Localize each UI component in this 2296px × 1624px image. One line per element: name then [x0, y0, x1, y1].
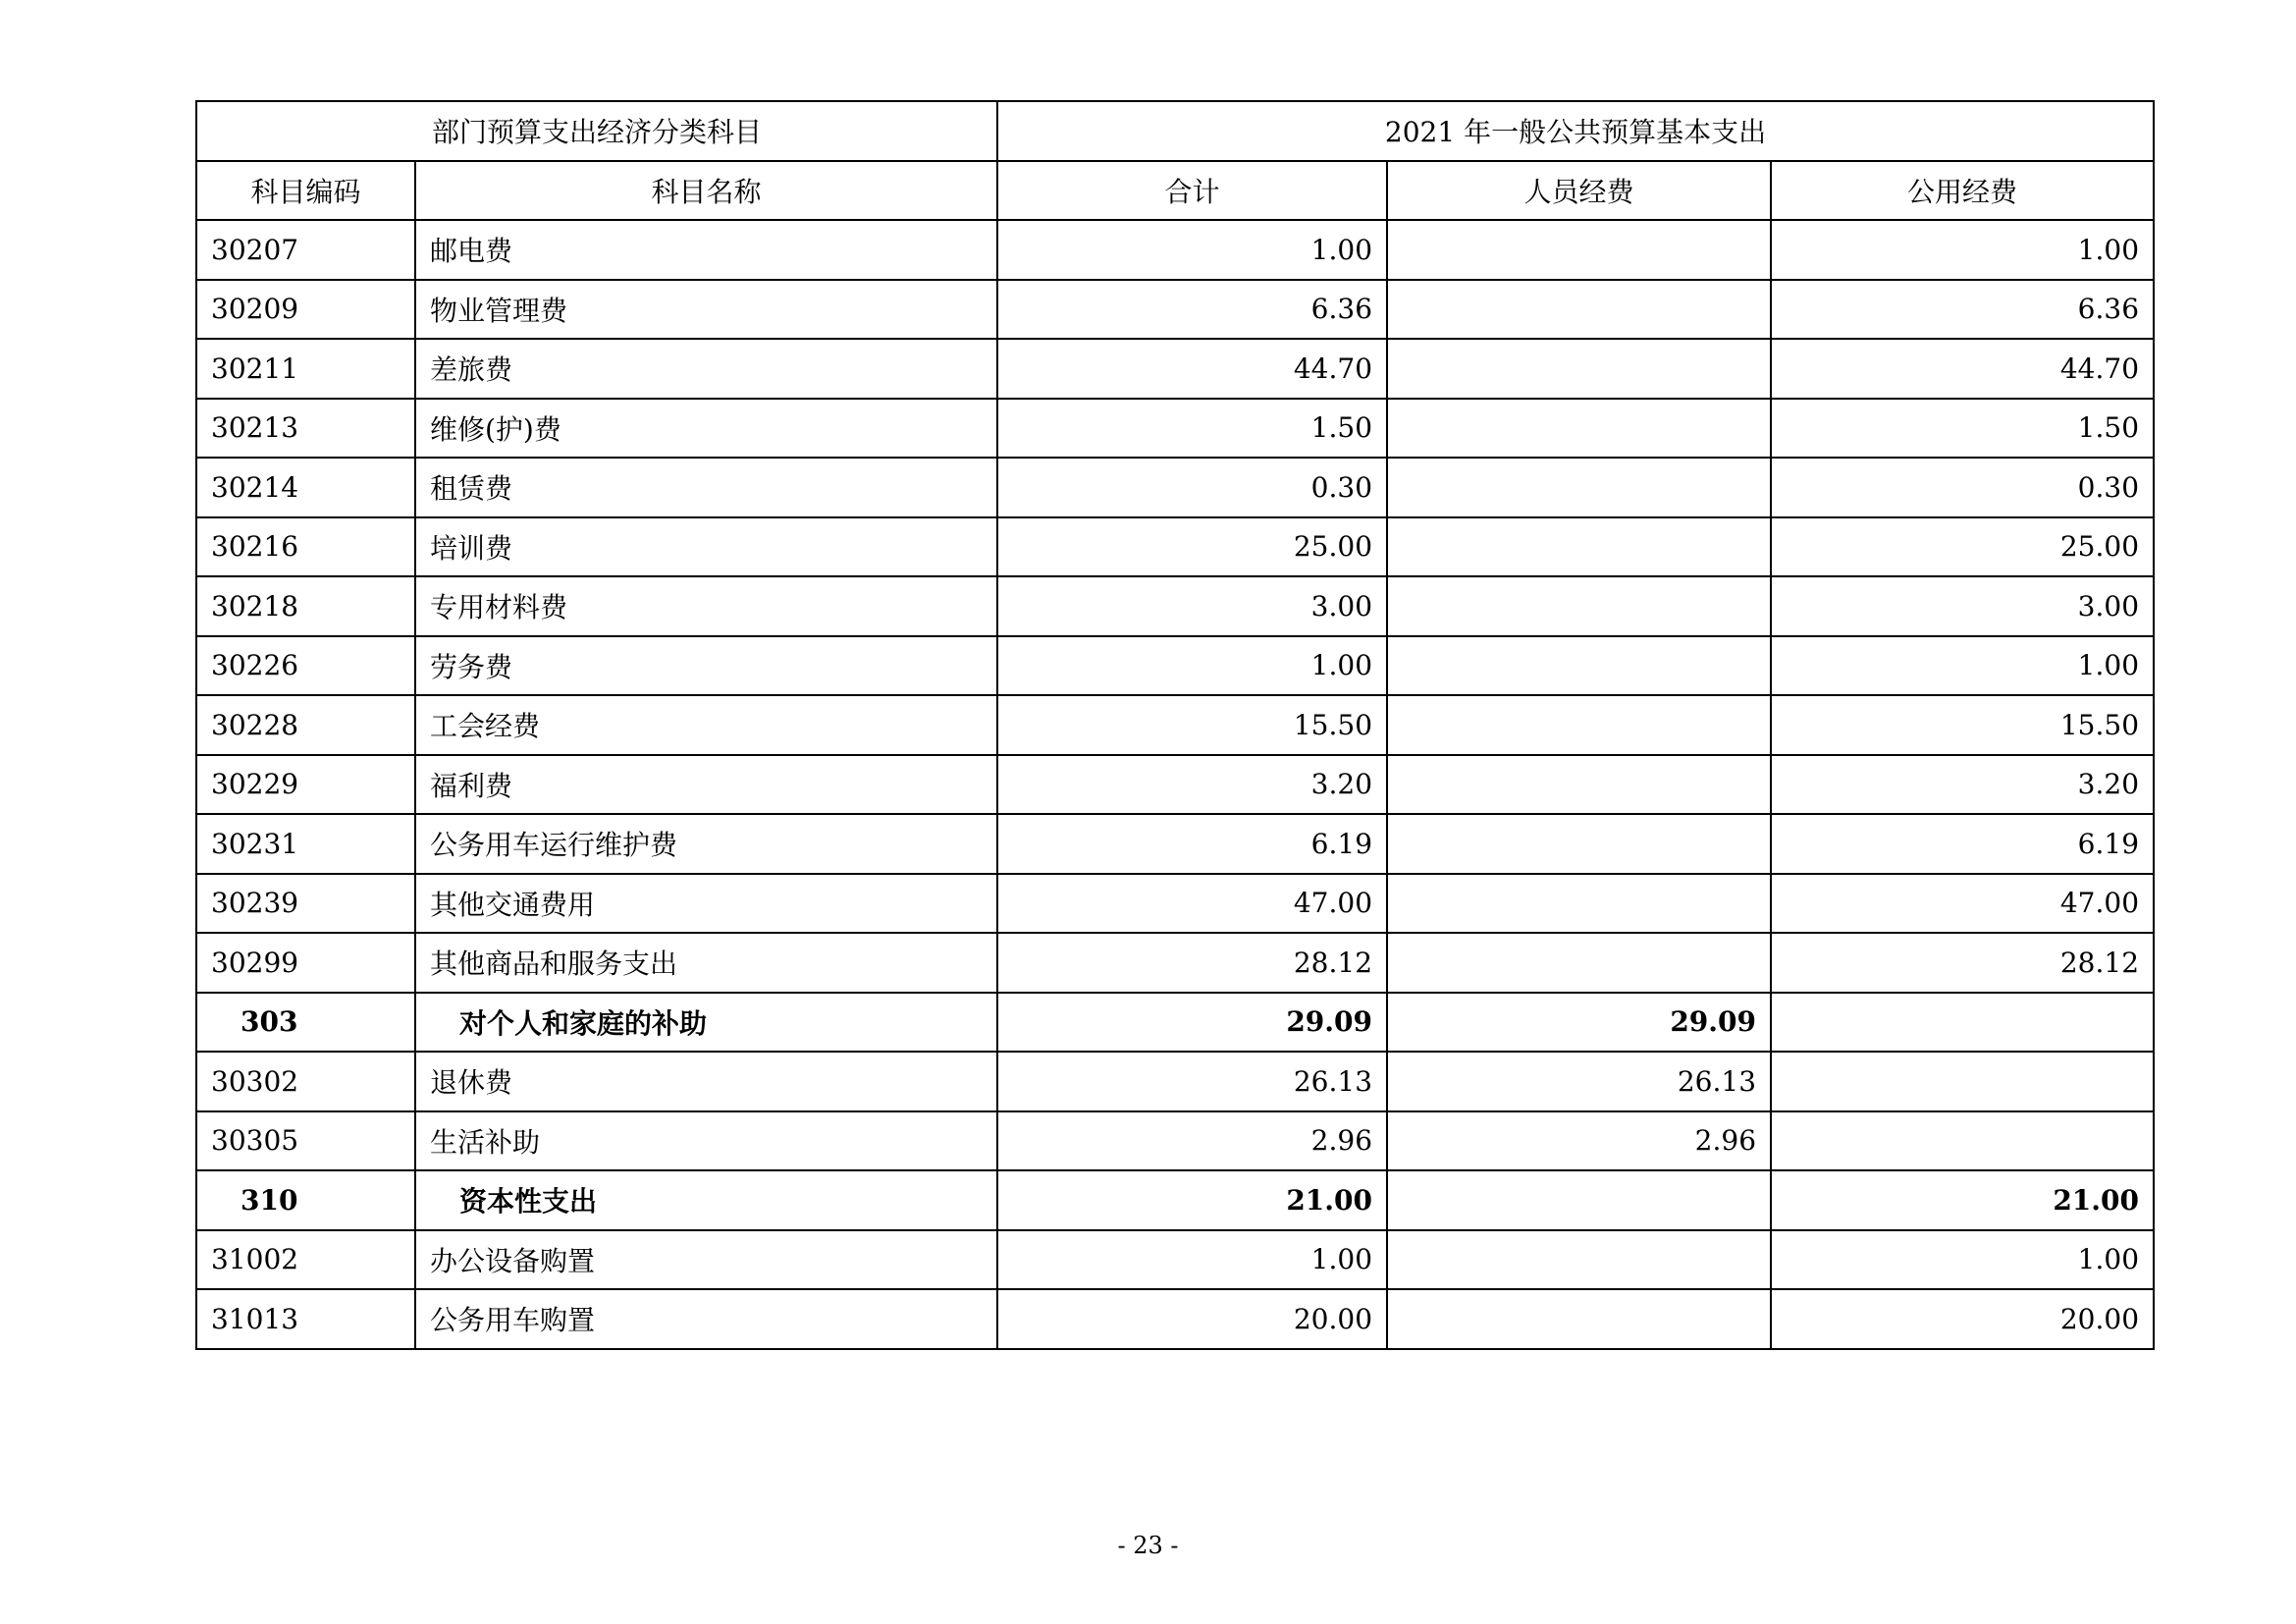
code-cell: 30218 — [196, 576, 415, 636]
personnel-cell — [1387, 339, 1771, 399]
table-row — [196, 814, 2154, 874]
personnel-cell — [1387, 1289, 1771, 1349]
code-cell: 30214 — [196, 458, 415, 517]
total-cell: 47.00 — [997, 874, 1387, 934]
name-cell: 生活补助 — [415, 1111, 997, 1171]
public-cell — [1771, 993, 2154, 1053]
table-row — [196, 636, 2154, 696]
code-cell: 30211 — [196, 339, 415, 399]
public-cell: 6.36 — [1771, 280, 2154, 340]
code-cell: 31002 — [196, 1230, 415, 1290]
code-cell: 30231 — [196, 814, 415, 874]
personnel-cell: 29.09 — [1387, 993, 1771, 1053]
table-row — [196, 339, 2154, 399]
public-cell — [1771, 1052, 2154, 1111]
table-row — [196, 1170, 2154, 1230]
personnel-cell — [1387, 755, 1771, 815]
code-cell: 30239 — [196, 874, 415, 934]
total-cell: 2.96 — [997, 1111, 1387, 1171]
name-cell: 对个人和家庭的补助 — [415, 993, 997, 1053]
table-row — [196, 755, 2154, 815]
total-cell: 0.30 — [997, 458, 1387, 517]
public-cell: 3.20 — [1771, 755, 2154, 815]
personnel-column-header: 人员经费 — [1387, 161, 1771, 221]
total-cell: 20.00 — [997, 1289, 1387, 1349]
personnel-cell — [1387, 280, 1771, 340]
total-cell: 25.00 — [997, 517, 1387, 577]
personnel-cell — [1387, 576, 1771, 636]
public-cell: 15.50 — [1771, 695, 2154, 755]
public-cell: 21.00 — [1771, 1170, 2154, 1230]
personnel-cell — [1387, 695, 1771, 755]
code-cell: 30302 — [196, 1052, 415, 1111]
public-cell: 0.30 — [1771, 458, 2154, 517]
public-cell: 1.00 — [1771, 1230, 2154, 1290]
name-cell: 专用材料费 — [415, 576, 997, 636]
code-cell: 30216 — [196, 517, 415, 577]
code-cell: 30213 — [196, 399, 415, 459]
personnel-cell — [1387, 399, 1771, 459]
name-cell: 其他交通费用 — [415, 874, 997, 934]
name-cell: 公务用车购置 — [415, 1289, 997, 1349]
code-cell: 30226 — [196, 636, 415, 696]
code-cell: 30229 — [196, 755, 415, 815]
public-cell: 6.19 — [1771, 814, 2154, 874]
public-cell: 20.00 — [1771, 1289, 2154, 1349]
table-body — [196, 220, 2154, 1349]
code-cell: 30209 — [196, 280, 415, 340]
personnel-cell: 2.96 — [1387, 1111, 1771, 1171]
public-cell: 44.70 — [1771, 339, 2154, 399]
table-row — [196, 399, 2154, 459]
name-cell: 办公设备购置 — [415, 1230, 997, 1290]
budget-table — [195, 100, 2155, 1350]
total-cell: 6.36 — [997, 280, 1387, 340]
econ-class-header: 部门预算支出经济分类科目 — [196, 101, 997, 161]
code-cell: 30207 — [196, 220, 415, 280]
code-cell: 310 — [196, 1170, 415, 1230]
total-column-header: 合计 — [997, 161, 1387, 221]
public-cell: 47.00 — [1771, 874, 2154, 934]
table-row — [196, 1052, 2154, 1111]
total-cell: 26.13 — [997, 1052, 1387, 1111]
total-cell: 28.12 — [997, 933, 1387, 993]
table-row — [196, 220, 2154, 280]
code-cell: 303 — [196, 993, 415, 1053]
page-number: - 23 - — [1117, 1532, 1179, 1559]
table-row — [196, 874, 2154, 934]
name-cell: 差旅费 — [415, 339, 997, 399]
name-cell: 物业管理费 — [415, 280, 997, 340]
public-cell: 1.00 — [1771, 220, 2154, 280]
personnel-cell — [1387, 874, 1771, 934]
name-cell: 其他商品和服务支出 — [415, 933, 997, 993]
name-cell: 福利费 — [415, 755, 997, 815]
table-row — [196, 576, 2154, 636]
total-cell: 44.70 — [997, 339, 1387, 399]
name-cell: 劳务费 — [415, 636, 997, 696]
public-column-header: 公用经费 — [1771, 161, 2154, 221]
personnel-cell — [1387, 1230, 1771, 1290]
table-row — [196, 933, 2154, 993]
total-cell: 3.00 — [997, 576, 1387, 636]
table-row — [196, 458, 2154, 517]
personnel-cell — [1387, 933, 1771, 993]
public-cell: 1.00 — [1771, 636, 2154, 696]
name-cell: 租赁费 — [415, 458, 997, 517]
name-column-header: 科目名称 — [415, 161, 997, 221]
name-cell: 培训费 — [415, 517, 997, 577]
public-cell: 28.12 — [1771, 933, 2154, 993]
name-cell: 退休费 — [415, 1052, 997, 1111]
total-cell: 21.00 — [997, 1170, 1387, 1230]
table-row — [196, 695, 2154, 755]
personnel-cell — [1387, 220, 1771, 280]
name-cell: 邮电费 — [415, 220, 997, 280]
name-cell: 维修(护)费 — [415, 399, 997, 459]
total-cell: 15.50 — [997, 695, 1387, 755]
basic-expenditure-header: 2021 年一般公共预算基本支出 — [997, 101, 2154, 161]
personnel-cell: 26.13 — [1387, 1052, 1771, 1111]
personnel-cell — [1387, 814, 1771, 874]
public-cell — [1771, 1111, 2154, 1171]
personnel-cell — [1387, 636, 1771, 696]
personnel-cell — [1387, 517, 1771, 577]
column-header-row — [196, 161, 2154, 221]
table-row — [196, 1289, 2154, 1349]
table-row — [196, 1230, 2154, 1290]
public-cell: 3.00 — [1771, 576, 2154, 636]
table-row — [196, 993, 2154, 1053]
personnel-cell — [1387, 458, 1771, 517]
total-cell: 1.00 — [997, 220, 1387, 280]
code-cell: 31013 — [196, 1289, 415, 1349]
code-cell: 30305 — [196, 1111, 415, 1171]
name-cell: 工会经费 — [415, 695, 997, 755]
name-cell: 资本性支出 — [415, 1170, 997, 1230]
table-row — [196, 280, 2154, 340]
public-cell: 1.50 — [1771, 399, 2154, 459]
total-cell: 6.19 — [997, 814, 1387, 874]
personnel-cell — [1387, 1170, 1771, 1230]
table-row — [196, 517, 2154, 577]
total-cell: 29.09 — [997, 993, 1387, 1053]
public-cell: 25.00 — [1771, 517, 2154, 577]
code-cell: 30299 — [196, 933, 415, 993]
code-cell: 30228 — [196, 695, 415, 755]
name-cell: 公务用车运行维护费 — [415, 814, 997, 874]
code-column-header: 科目编码 — [196, 161, 415, 221]
table-row — [196, 1111, 2154, 1171]
total-cell: 1.00 — [997, 636, 1387, 696]
total-cell: 1.00 — [997, 1230, 1387, 1290]
total-cell: 1.50 — [997, 399, 1387, 459]
total-cell: 3.20 — [997, 755, 1387, 815]
table-title-row — [196, 101, 2154, 161]
